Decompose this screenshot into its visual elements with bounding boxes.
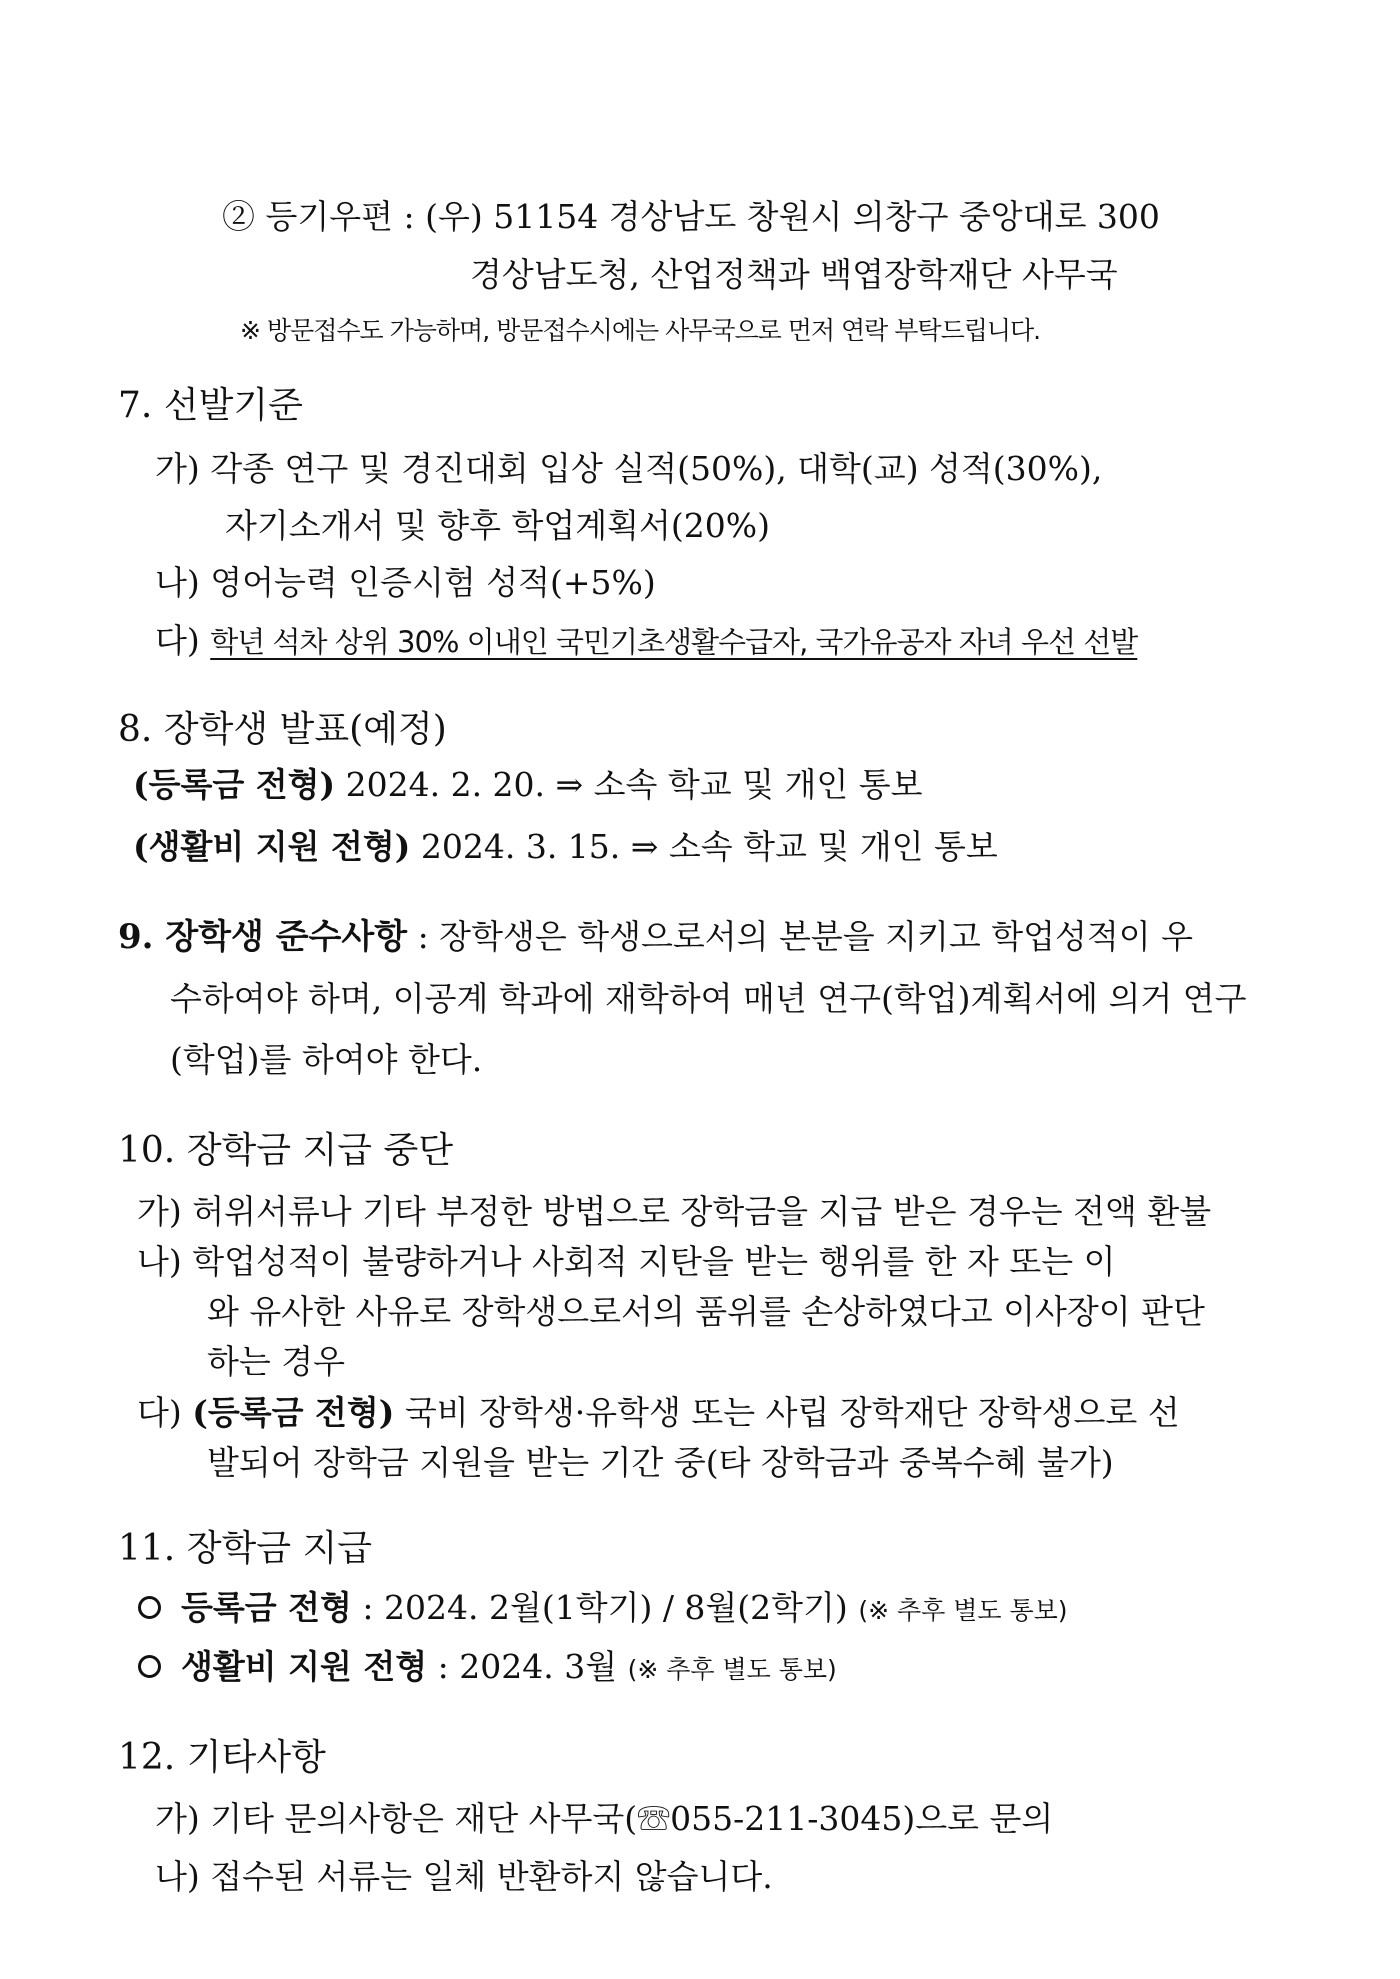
section7-item-b: 나) 영어능력 인증시험 성적(+5%) — [155, 563, 656, 602]
section8-row1-text: 2024. 2. 20. ⇒ 소속 학교 및 개인 통보 — [345, 765, 923, 804]
section10-item-c-text1: 국비 장학생·유학생 또는 사립 장학재단 장학생으로 선 — [404, 1393, 1180, 1432]
section7-item-a-line1: 가) 각종 연구 및 경진대회 입상 실적(50%), 대학(교) 성적(30%), — [155, 449, 1103, 488]
section10-item-b-line1: 나) 학업성적이 불량하거나 사회적 지탄을 받는 행위를 한 자 또는 이 — [137, 1242, 1116, 1281]
section10-item-c-prefix: 다) — [137, 1393, 182, 1432]
section8-title: 8. 장학생 발표(예정) — [118, 709, 447, 750]
section12-item-b: 나) 접수된 서류는 일체 반환하지 않습니다. — [155, 1857, 773, 1896]
section7-item-c-prefix: 다) — [155, 621, 200, 660]
section11-title: 11. 장학금 지급 — [118, 1528, 373, 1569]
section7-item-c — [155, 621, 1138, 660]
section11-item1-text: : 2024. 2월(1학기) / 8월(2학기) — [362, 1588, 848, 1627]
section8-row1-label: (등록금 전형) — [133, 765, 336, 804]
section9-text-line3: (학업)를 하여야 한다. — [170, 1040, 483, 1079]
section7-title: 7. 선발기준 — [118, 385, 303, 426]
section11-item2 — [138, 1647, 837, 1686]
section11-item2-text: : 2024. 3월 — [437, 1647, 618, 1686]
section11-item1-label: 등록금 전형 — [181, 1588, 352, 1627]
section11-item1-note: (※ 추후 별도 통보) — [858, 1596, 1068, 1625]
section12-title: 12. 기타사항 — [118, 1737, 326, 1778]
section9-text-line2: 수하여야 하며, 이공계 학과에 재학하여 매년 연구(학업)계획서에 의거 연구 — [170, 979, 1247, 1018]
section11-item2-label: 생활비 지원 전형 — [181, 1647, 428, 1686]
section8-row1 — [133, 765, 923, 804]
mail-address-line1: ② 등기우편 : (우) 51154 경상남도 창원시 의창구 중앙대로 300 — [222, 197, 1160, 236]
section7-item-a-line2: 자기소개서 및 향후 학업계획서(20%) — [225, 506, 770, 545]
section12-item-a: 가) 기타 문의사항은 재단 사무국(☏055-211-3045)으로 문의 — [155, 1799, 1054, 1838]
mail-address-line2: 경상남도청, 산업정책과 백엽장학재단 사무국 — [470, 255, 1118, 294]
section11-item1 — [138, 1588, 1068, 1627]
section10-item-a: 가) 허위서류나 기타 부정한 방법으로 장학금을 지급 받은 경우는 전액 환불 — [137, 1192, 1212, 1231]
section8-row2-text: 2024. 3. 15. ⇒ 소속 학교 및 개인 통보 — [420, 827, 998, 866]
section10-item-b-line3: 하는 경우 — [207, 1342, 346, 1381]
circle-bullet-icon — [138, 1596, 161, 1619]
section8-row2 — [133, 827, 998, 866]
section9-line1 — [118, 917, 1193, 957]
section11-item2-note: (※ 추후 별도 통보) — [627, 1655, 837, 1684]
visit-note: ※ 방문접수도 가능하며, 방문접수시에는 사무국으로 먼저 연락 부탁드립니다. — [240, 316, 1041, 345]
section10-title: 10. 장학금 지급 중단 — [118, 1130, 454, 1171]
section10-item-c-line2: 발되어 장학금 지원을 받는 기간 중(타 장학금과 중복수혜 불가) — [207, 1443, 1114, 1482]
section10-item-c-label: (등록금 전형) — [192, 1393, 395, 1432]
section10-item-c-line1 — [137, 1393, 1180, 1432]
section8-row2-label: (생활비 지원 전형) — [133, 827, 411, 866]
section7-item-c-underlined: 학년 석차 상위 30% 이내인 국민기초생활수급자, 국가유공자 자녀 우선 선발 — [210, 625, 1138, 659]
section9-text-line1: : 장학생은 학생으로서의 본분을 지키고 학업성적이 우 — [417, 917, 1193, 956]
circle-bullet-icon — [138, 1655, 161, 1678]
section9-title: 9. 장학생 준수사항 — [118, 917, 408, 957]
section10-item-b-line2: 와 유사한 사유로 장학생으로서의 품위를 손상하였다고 이사장이 판단 — [207, 1292, 1205, 1331]
